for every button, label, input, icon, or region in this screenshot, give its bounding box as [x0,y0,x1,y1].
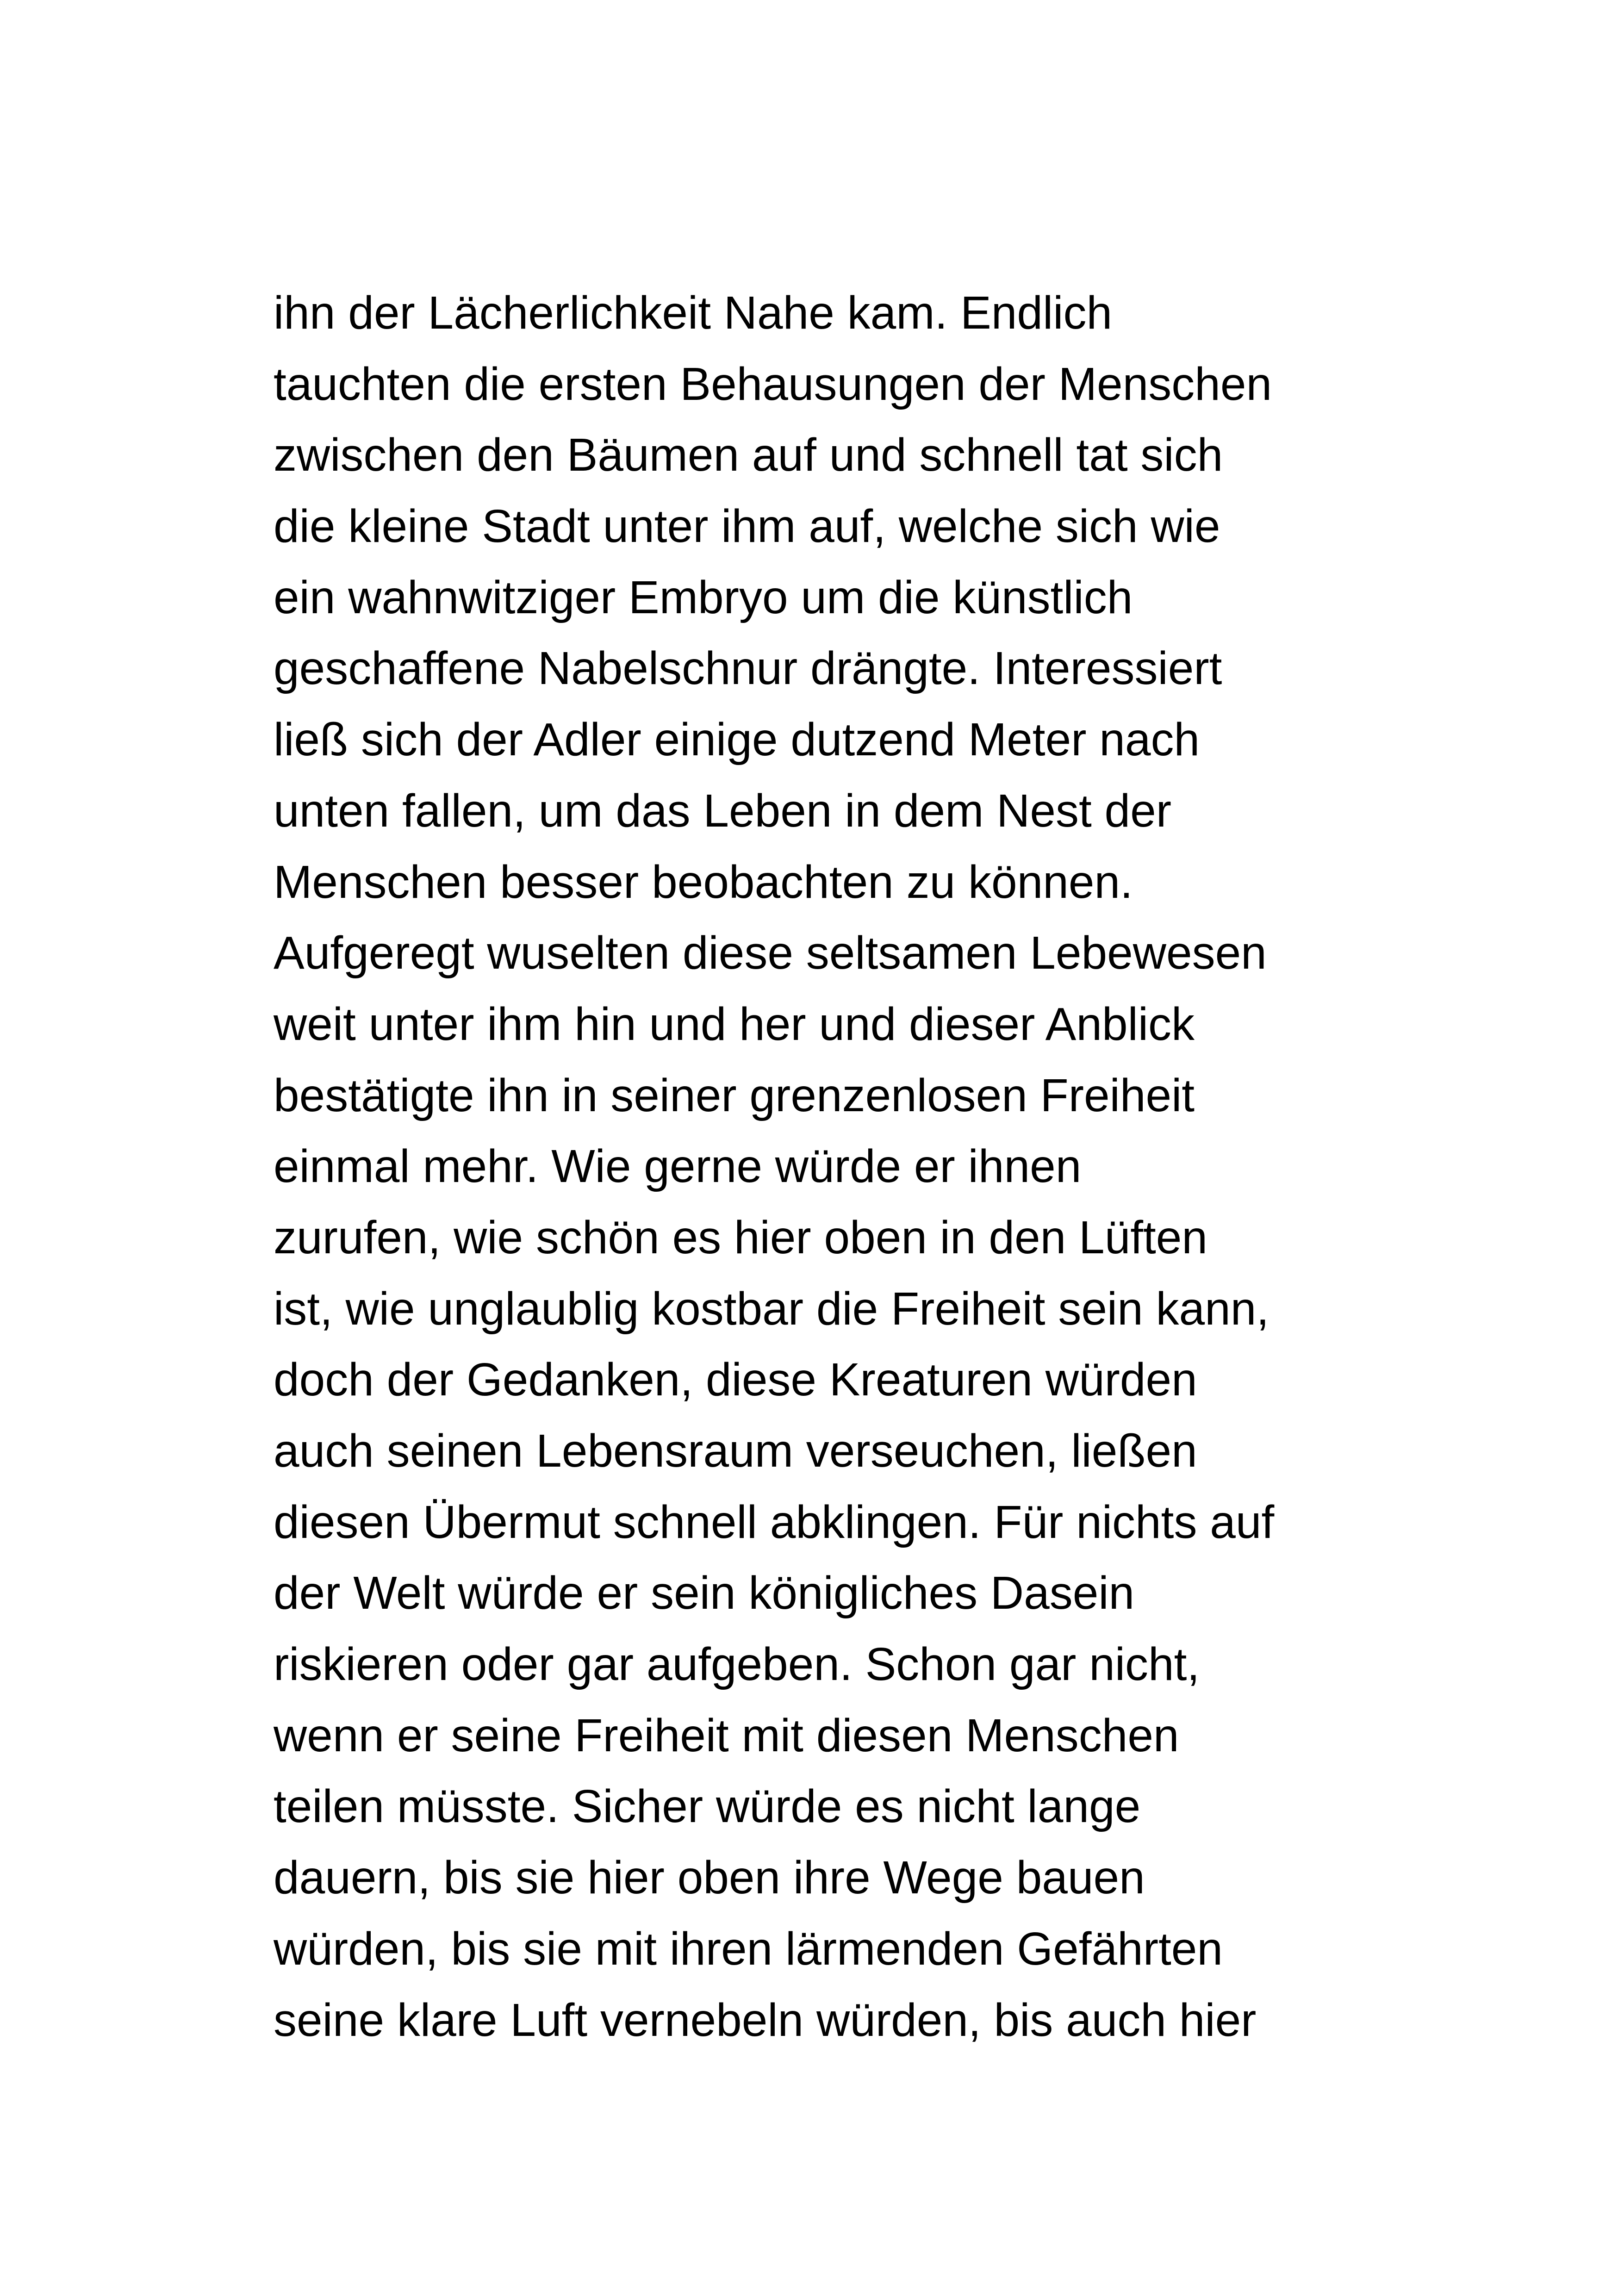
text-line: unten fallen, um das Leben in dem Nest der [274,784,1172,837]
text-line: ist, wie unglaublig kostbar die Freiheit sein kann, [274,1282,1270,1335]
text-line: geschaffene Nabelschnur drängte. Interessiert [274,642,1222,695]
text-line: riskieren oder gar aufgeben. Schon gar nicht, [274,1638,1200,1691]
text-line: einmal mehr. Wie gerne würde er ihnen [274,1140,1082,1193]
text-line: ihn der Lächerlichkeit Nahe kam. Endlich [274,287,1113,339]
text-line: auch seinen Lebensraum verseuchen, ließen [274,1425,1197,1477]
text-line: weit unter ihm hin und her und dieser Anblick [274,998,1195,1050]
text-line: tauchten die ersten Behausungen der Menschen [274,358,1272,410]
text-line: die kleine Stadt unter ihm auf, welche sich wie [274,500,1220,553]
text-line: dauern, bis sie hier oben ihre Wege bauen [274,1852,1145,1904]
text-line: zwischen den Bäumen auf und schnell tat sich [274,429,1223,481]
text-line: seine klare Luft vernebeln würden, bis auch hier [274,1994,1257,2046]
text-line: zurufen, wie schön es hier oben in den Lüften [274,1211,1208,1263]
text-line: würden, bis sie mit ihren lärmenden Gefährten [274,1923,1223,1975]
text-line: doch der Gedanken, diese Kreaturen würden [274,1354,1197,1406]
text-line: Menschen besser beobachten zu können. [274,856,1133,908]
text-line: ließ sich der Adler einige dutzend Meter nach [274,714,1200,766]
text-line: ein wahnwitziger Embryo um die künstlich [274,571,1133,623]
text-line: wenn er seine Freiheit mit diesen Menschen [274,1709,1179,1761]
text-line: diesen Übermut schnell abklingen. Für nichts auf [274,1496,1275,1548]
text-line: bestätigte ihn in seiner grenzenlosen Freiheit [274,1069,1195,1121]
text-line: Aufgeregt wuselten diese seltsamen Lebewesen [274,927,1267,979]
body-text [274,278,1394,2056]
text-line: der Welt würde er sein königliches Dasein [274,1567,1135,1619]
text-line: teilen müsste. Sicher würde es nicht lange [274,1780,1141,1833]
